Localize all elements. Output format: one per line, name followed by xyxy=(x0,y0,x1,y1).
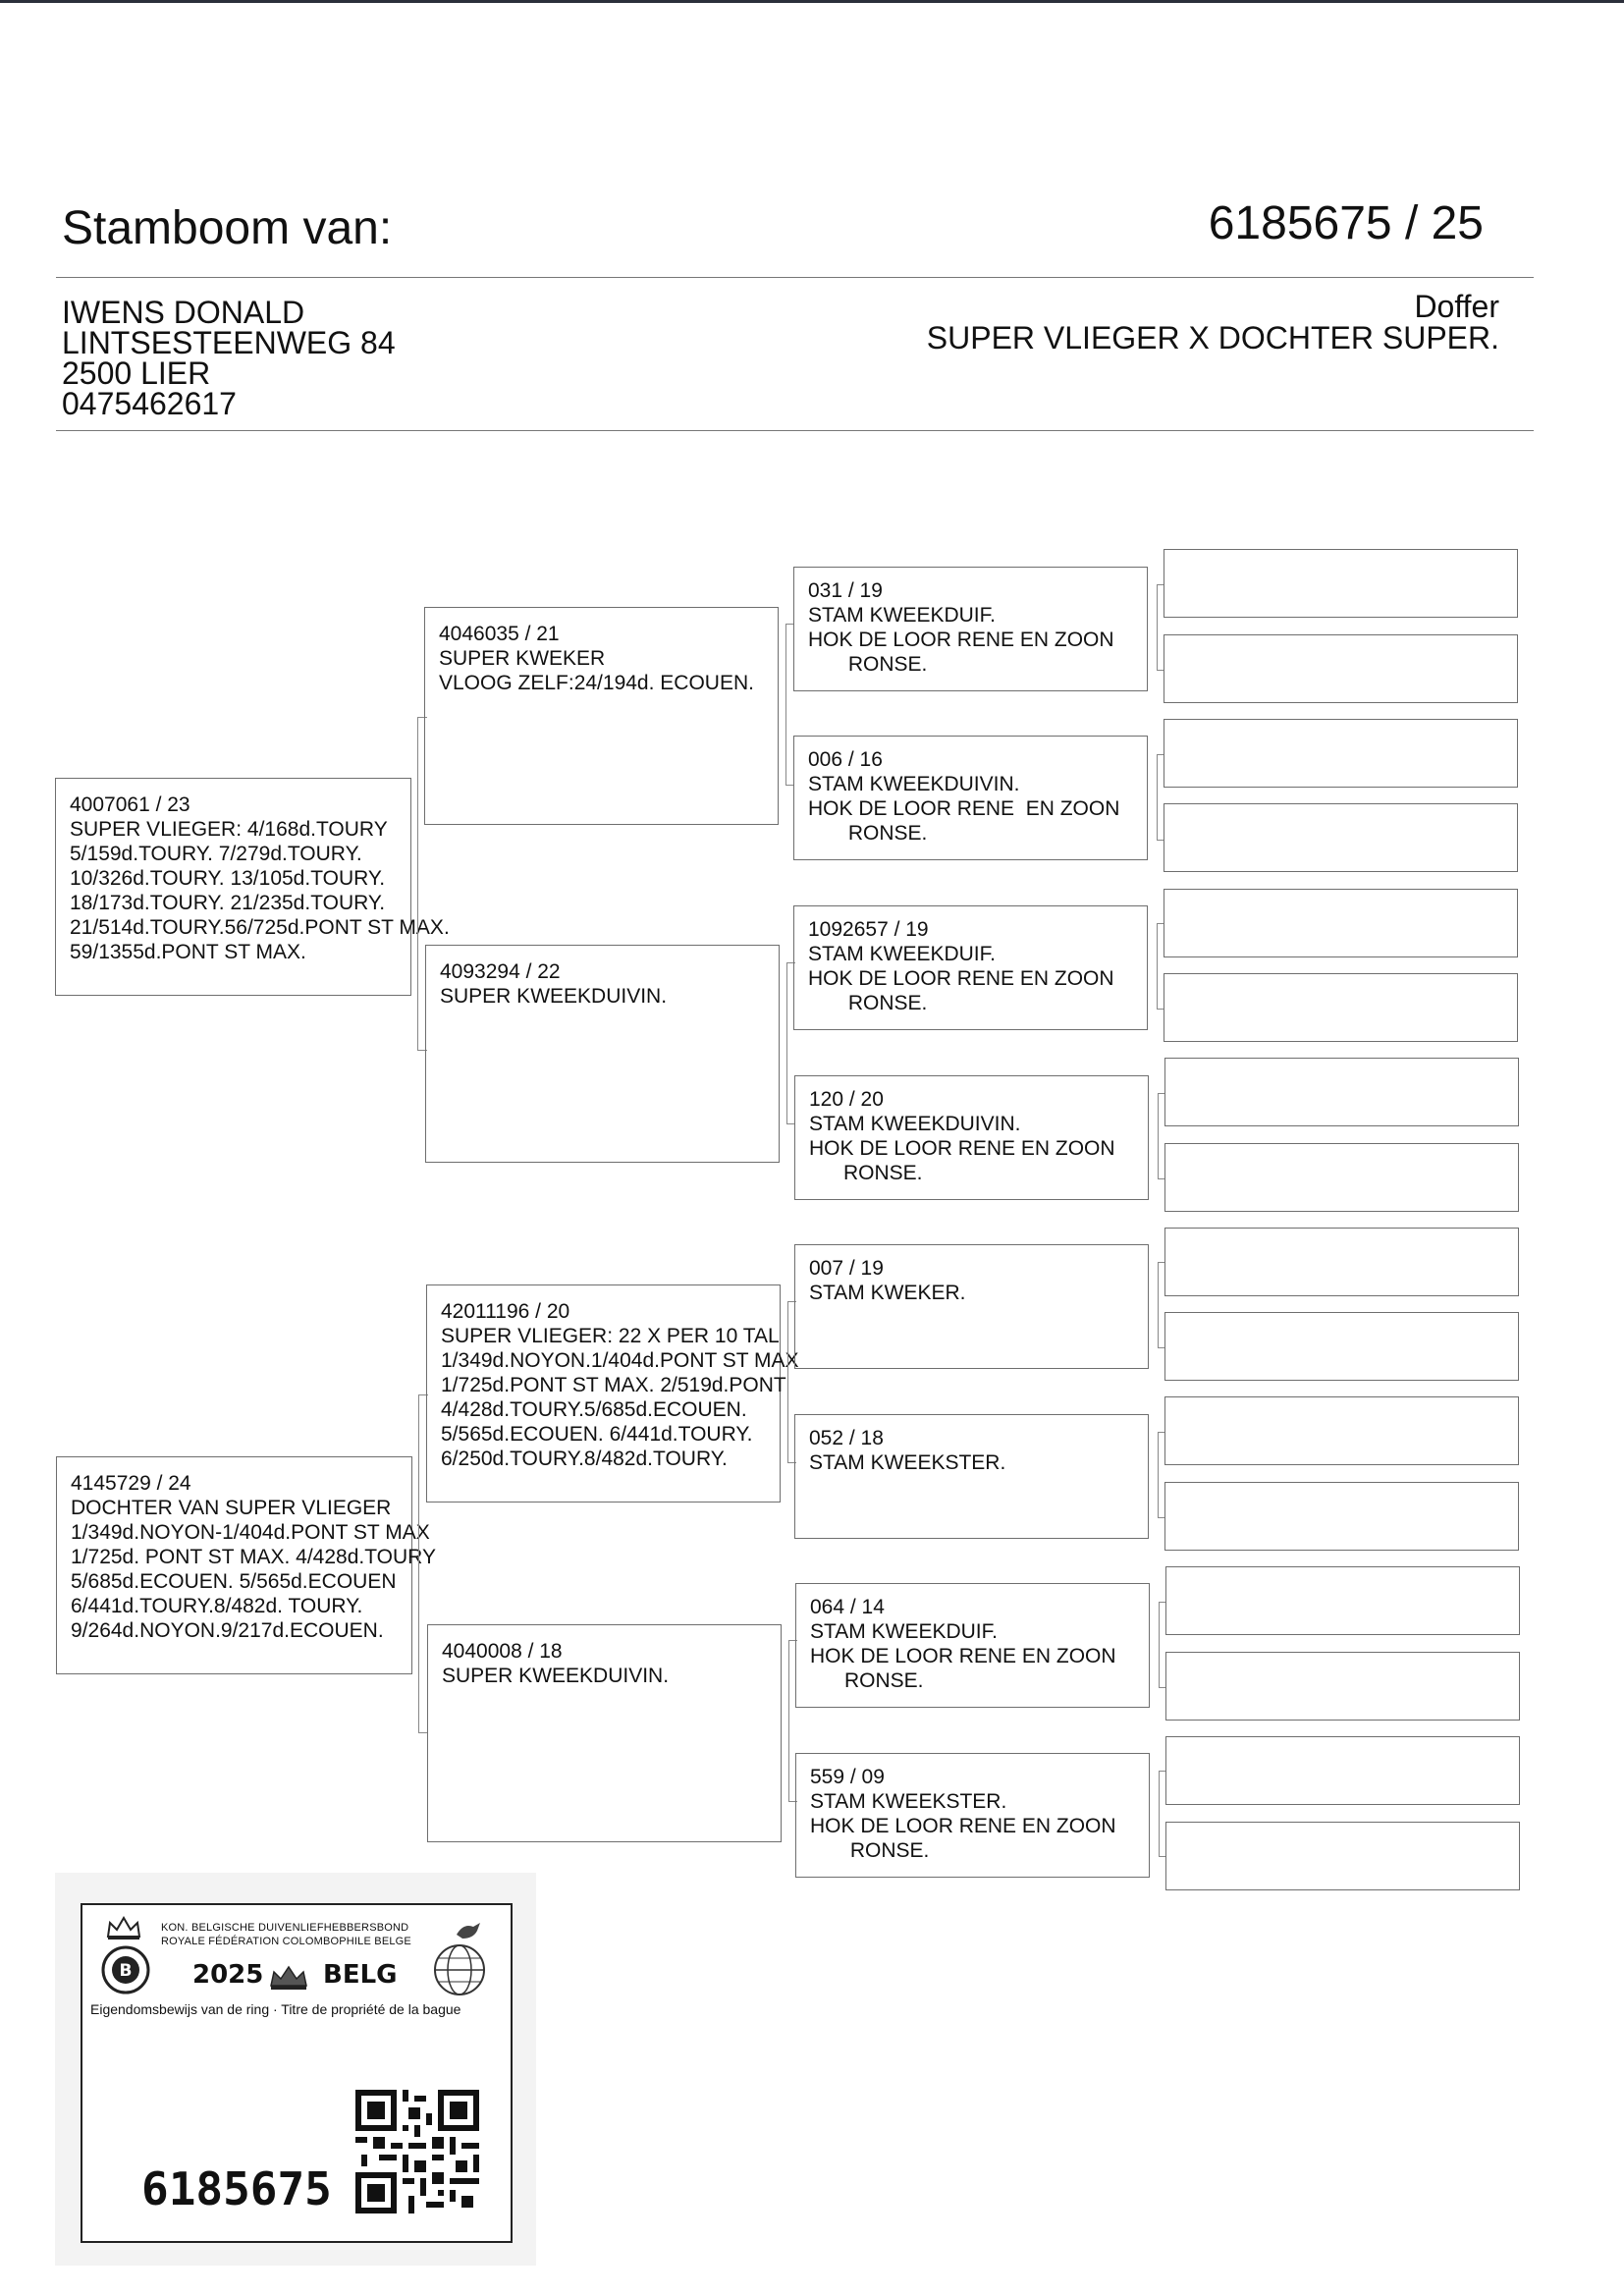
ring-card-country: BELG xyxy=(323,1960,398,1990)
box-line: RONSE. xyxy=(808,822,928,845)
pigeon-info xyxy=(927,291,1499,354)
box-line: HOK DE LOOR RENE EN ZOON xyxy=(809,1137,1115,1160)
owner-block xyxy=(62,295,396,421)
dove-icon xyxy=(454,1919,483,1942)
org-name-nl: KON. BELGISCHE DUIVENLIEFHEBBERSBOND xyxy=(161,1922,409,1934)
box-line: STAM KWEEKDUIF. xyxy=(808,943,996,965)
box-line: 5/159d.TOURY. 7/279d.TOURY. xyxy=(70,843,362,865)
grandparent-box xyxy=(427,1624,782,1842)
federation-logo-icon xyxy=(100,1944,151,1995)
pigeon-description: SUPER VLIEGER X DOCHTER SUPER. xyxy=(926,320,1499,355)
globe-logo-icon xyxy=(410,1940,501,1997)
ancestor-box-empty xyxy=(1165,1566,1520,1635)
ancestor-box-empty xyxy=(1164,549,1518,618)
great-grandparent-box xyxy=(794,1075,1149,1200)
box-line: VLOOG ZELF:24/194d. ECOUEN. xyxy=(439,672,754,694)
ring-card-year: 2025 xyxy=(192,1960,264,1990)
box-line: 6/250d.TOURY.8/482d.TOURY. xyxy=(441,1448,728,1470)
owner-street: LINTSESTEENWEG 84 xyxy=(62,325,396,360)
ancestor-box-empty xyxy=(1164,889,1518,957)
box-line: RONSE. xyxy=(810,1839,930,1862)
great-grandparent-box xyxy=(793,905,1148,1030)
page-title: Stamboom van: xyxy=(62,202,393,254)
ring-card-number: 6185675 xyxy=(141,2162,332,2215)
qr-code-icon xyxy=(355,2090,479,2213)
box-ring: 4040008 / 18 xyxy=(442,1640,563,1663)
box-ring: 1092657 / 19 xyxy=(808,918,929,941)
box-line: 9/264d.NOYON.9/217d.ECOUEN. xyxy=(71,1619,384,1642)
box-ring: 4093294 / 22 xyxy=(440,960,561,983)
scan-top-edge xyxy=(0,0,1624,3)
box-ring: 007 / 19 xyxy=(809,1257,884,1280)
box-line: 59/1355d.PONT ST MAX. xyxy=(70,941,306,963)
org-name-fr: ROYALE FÉDÉRATION COLOMBOPHILE BELGE xyxy=(161,1936,411,1947)
grandparent-box xyxy=(425,945,780,1163)
ancestor-box-empty xyxy=(1164,1143,1519,1212)
box-line: 1/725d.PONT ST MAX. 2/519d.PONT xyxy=(441,1374,786,1396)
parent-box-father xyxy=(55,778,450,996)
divider-bottom xyxy=(56,430,1534,431)
box-line: 5/685d.ECOUEN. 5/565d.ECOUEN xyxy=(71,1570,397,1593)
box-ring: 120 / 20 xyxy=(809,1088,884,1111)
box-line: HOK DE LOOR RENE EN ZOON xyxy=(808,967,1114,990)
owner-name: IWENS DONALD xyxy=(62,295,305,330)
ring-card-organisation xyxy=(161,1921,411,1948)
great-grandparent-box xyxy=(793,736,1148,860)
box-line: RONSE. xyxy=(808,653,928,676)
ring-ownership-card xyxy=(81,1903,513,2243)
ancestor-box-empty xyxy=(1165,1652,1520,1721)
box-line: DOCHTER VAN SUPER VLIEGER xyxy=(71,1497,392,1519)
ancestor-box-empty xyxy=(1164,719,1518,788)
box-line: 6/441d.TOURY.8/482d. TOURY. xyxy=(71,1595,363,1617)
ancestor-box-empty xyxy=(1164,634,1518,703)
owner-city: 2500 LIER xyxy=(62,355,211,391)
box-line: SUPER VLIEGER: 4/168d.TOURY xyxy=(70,818,388,841)
ancestor-box-empty xyxy=(1164,803,1518,872)
box-line: RONSE. xyxy=(809,1162,923,1184)
box-line: 1/349d.NOYON-1/404d.PONT ST MAX xyxy=(71,1521,430,1544)
box-line: 21/514d.TOURY.56/725d.PONT ST MAX. xyxy=(70,916,450,939)
ancestor-box-empty xyxy=(1164,1482,1519,1551)
great-grandparent-box xyxy=(794,1244,1149,1369)
box-line: HOK DE LOOR RENE EN ZOON xyxy=(810,1815,1116,1837)
svg-text:B: B xyxy=(119,1961,133,1981)
box-line: STAM KWEEKDUIF. xyxy=(808,604,996,627)
ancestor-box-empty xyxy=(1164,1396,1519,1465)
box-line: STAM KWEEKDUIVIN. xyxy=(808,773,1020,795)
box-ring: 559 / 09 xyxy=(810,1766,885,1788)
box-line: SUPER KWEEKDUIVIN. xyxy=(442,1665,670,1687)
ancestor-box-empty xyxy=(1164,1312,1519,1381)
owner-phone: 0475462617 xyxy=(62,386,237,421)
ancestor-box-empty xyxy=(1164,1228,1519,1296)
box-line: HOK DE LOOR RENE EN ZOON xyxy=(810,1645,1116,1667)
box-ring: 031 / 19 xyxy=(808,579,883,602)
box-line: HOK DE LOOR RENE EN ZOON xyxy=(808,797,1120,820)
ancestor-box-empty xyxy=(1164,973,1518,1042)
box-line: RONSE. xyxy=(810,1669,924,1692)
box-line: 10/326d.TOURY. 13/105d.TOURY. xyxy=(70,867,386,890)
box-line: SUPER KWEEKDUIVIN. xyxy=(440,985,668,1008)
box-ring: 4145729 / 24 xyxy=(71,1472,191,1495)
box-ring: 064 / 14 xyxy=(810,1596,885,1618)
box-line: SUPER KWEKER xyxy=(439,647,606,670)
divider-top xyxy=(56,277,1534,278)
box-line: SUPER VLIEGER: 22 X PER 10 TAL xyxy=(441,1325,780,1347)
box-line: 4/428d.TOURY.5/685d.ECOUEN. xyxy=(441,1398,747,1421)
great-grandparent-box xyxy=(795,1753,1150,1878)
box-ring: 006 / 16 xyxy=(808,748,883,771)
box-ring: 4007061 / 23 xyxy=(70,793,190,816)
ancestor-box-empty xyxy=(1165,1736,1520,1805)
grandparent-box xyxy=(424,607,779,825)
ring-number: 6185675 / 25 xyxy=(1208,197,1484,249)
crown-icon xyxy=(104,1913,143,1940)
box-line: STAM KWEEKSTER. xyxy=(809,1451,1006,1474)
great-grandparent-box xyxy=(793,567,1148,691)
parent-box-mother xyxy=(56,1456,436,1674)
box-ring: 052 / 18 xyxy=(809,1427,884,1449)
box-line: 5/565d.ECOUEN. 6/441d.TOURY. xyxy=(441,1423,753,1446)
box-line: HOK DE LOOR RENE EN ZOON xyxy=(808,628,1114,651)
ring-card-subtitle: Eigendomsbewijs van de ring · Titre de propriété de la bague xyxy=(90,2001,461,2017)
ancestor-box-empty xyxy=(1165,1822,1520,1890)
box-line: STAM KWEEKSTER. xyxy=(810,1790,1007,1813)
box-line: 18/173d.TOURY. 21/235d.TOURY. xyxy=(70,892,386,914)
box-line: 1/349d.NOYON.1/404d.PONT ST MAX xyxy=(441,1349,799,1372)
crown-icon xyxy=(267,1962,310,1992)
box-line: 1/725d. PONT ST MAX. 4/428d.TOURY xyxy=(71,1546,436,1568)
box-line: STAM KWEEKDUIF. xyxy=(810,1620,998,1643)
box-line: STAM KWEEKDUIVIN. xyxy=(809,1113,1021,1135)
great-grandparent-box xyxy=(795,1583,1150,1708)
pigeon-sex: Doffer xyxy=(1414,289,1499,324)
box-line: RONSE. xyxy=(808,992,928,1014)
box-line: STAM KWEKER. xyxy=(809,1282,966,1304)
great-grandparent-box xyxy=(794,1414,1149,1539)
grandparent-box xyxy=(426,1284,799,1503)
box-ring: 42011196 / 20 xyxy=(441,1300,570,1323)
box-ring: 4046035 / 21 xyxy=(439,623,560,645)
ancestor-box-empty xyxy=(1164,1058,1519,1126)
